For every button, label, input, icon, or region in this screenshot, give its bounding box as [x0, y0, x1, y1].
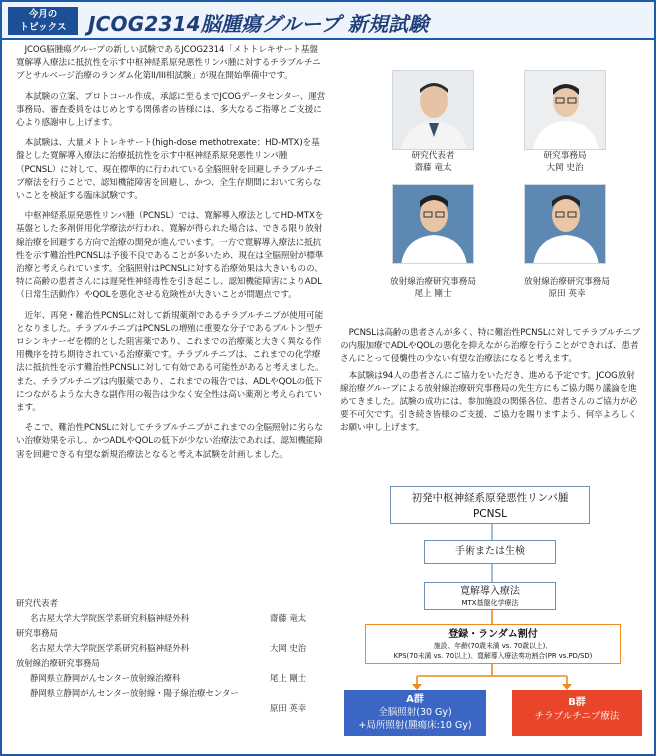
rep-affiliation: 名古屋大学大学院医学系研究科脳神経外科	[30, 613, 190, 623]
rep-row	[16, 611, 326, 626]
photo-caption: 研究代表者 齋藤 竜太	[411, 151, 455, 173]
rad-name-1: 尾上 剛士	[270, 673, 307, 683]
photo-caption: 放射線治療研究事務局 原田 英幸	[524, 277, 610, 299]
rep-name: 齋藤 竜太	[270, 613, 307, 623]
office-row	[16, 641, 326, 656]
paragraph: 中枢神経系原発悪性リンパ腫（PCNSL）では、寛解導入療法としてHD-MTXを基盤とした多剤併用化学療法が行われ、寛解が得られた場合は、できる限り放射線治療を回避する方向で治療の開発が進んでいます。一方で寛解導入療法に抵抗性を示す難治性PCNSLは予後不良であることが多いため、現在は全脳照射が標準治療と考えられています。全脳照射はPCNSLに対する治療効果は大きいものの、特に高齢の患者さんには遅発性神経毒性を引き起こし、認知機能障害によりADL（日常生活動作）やQOLを悪化させる危険性が大きいことが問題点です。	[16, 211, 324, 301]
office-affiliation: 名古屋大学大学院医学系研究科脳神経外科	[30, 643, 190, 653]
portrait-icon	[524, 184, 606, 264]
header	[2, 2, 654, 40]
paragraph: 本試験は94人の患者さんにご協力をいただき、進める予定です。JCOG放射線治療グループによる放射線治療研究事務局の先生方にもご協力賜り議論を進めてきました。試験の成功には、参加施設の関係各位、患者さんのご協力が必要不可欠です。引き続き皆様のご支援、ご協力を賜りますよう、何卒よろしくお願い申し上げます。	[340, 371, 638, 433]
badge-line2: トピックス	[19, 22, 67, 33]
portrait-icon	[392, 184, 474, 264]
flow-step-randomization: 登録・ランダム割付 施設、年齢(70歳未満 vs. 70歳以上)、 KPS(70未満 vs. 70以上)、寛解導入療法奏功割合(PR vs.PD/SD)	[365, 624, 621, 664]
rad-row-2	[16, 701, 326, 716]
rad-name-2: 原田 英幸	[270, 703, 307, 713]
photo-caption: 研究事務局 大岡 史治	[543, 151, 587, 173]
badge-line1: 今月の	[28, 9, 58, 20]
portrait-icon	[392, 70, 474, 150]
paragraph: JCOG脳腫瘍グループの新しい試験であるJCOG2314「メトトレキサート基盤寛解導入療法に抵抗性を示す中枢神経系原発悪性リンパ腫に対するチラブルチニブとサルベージ治療のランダム化第II/III相試験」が現在開始準備中です。	[16, 45, 321, 82]
rep-label: 研究代表者	[16, 598, 58, 608]
paragraph: 本試験の立案、プロトコール作成、承認に至るまでJCOGデータセンター、運営事務局、審査委員をはじめとする関係者の皆様には、多大なるご指導とご支援に心より感謝申し上げます。	[16, 91, 326, 129]
arm-a-box: A群 全脳照射(30 Gy) +局所照射(腫瘍床:10 Gy)	[344, 690, 486, 736]
flow-step-surgery: 手術または生検	[424, 540, 556, 564]
photo-caption: 放射線治療研究事務局 尾上 剛士	[390, 277, 476, 299]
researcher-list	[16, 596, 326, 716]
flow-step-induction: 寛解導入療法 MTX基盤化学療法	[424, 582, 556, 610]
paragraph: そこで、難治性PCNSLに対してチラブルチニブがこれまでの全脳照射に劣らない治療効果を示し、かつADLやQOLの低下が少ない治療法であれば、認知機能障害を回避できる有望な新規治療法となると考え本試験を計画しました。	[16, 423, 323, 460]
topics-badge	[8, 7, 78, 35]
paragraph: 本試験は、大量メトトレキサート(high-dose methotrexate：HD-MTX)を基盤とした寛解導入療法に治療抵抗性を示す中枢神経系原発悪性リンパ腫（PCNSL）に対して、現在標準的に行われている全脳照射を回避しチラブルチニブ療法を行うことで、認知機能障害を回避し、かつ、全生存期間において劣らないことを検証する臨床試験です。	[16, 138, 323, 202]
flow-step-diagnosis: 初発中枢神経系原発悪性リンパ腫 PCNSL	[390, 486, 590, 524]
article-body	[16, 44, 326, 469]
office-name: 大岡 史治	[270, 643, 307, 653]
rad-affiliation-2: 静岡県立静岡がんセンター放射線・陽子線治療センター	[30, 688, 239, 698]
office-label: 研究事務局	[16, 628, 58, 638]
portrait-icon	[524, 70, 606, 150]
page-title: JCOG2314脳腫瘍グループ 新規試験	[88, 12, 429, 36]
arm-b-box: B群 チラブルチニブ療法	[512, 690, 642, 736]
rad-row-1	[16, 671, 326, 686]
rad-affiliation-1: 静岡県立静岡がんセンター放射線治療科	[30, 673, 181, 683]
paragraph: PCNSLは高齢の患者さんが多く、特に難治性PCNSLに対してチラブルチニブの内服加療でADLやQOLの悪化を抑えながら治療を行うことができれば、患者さんにとって侵襲性の少ない有望な治療法になると考えます。	[340, 328, 641, 364]
right-body	[340, 327, 642, 439]
paragraph: 近年、再発・難治性PCNSLに対して新規薬剤であるチラブルチニブが使用可能となりました。チラブルチニブはPCNSLの増殖に重要な分子であるブルトン型チロシンキナーゼを標的とした阻害薬であり、これまでの治療薬と大きく異なる作用機序を持ち期待されている治療薬です。チラブルチニブは、これまでの化学療法に抵抗性を示す難治性PCNSLに対して有効である可能性があると考えました。また、チラブルチニブは内服薬であり、これまでの報告では、ADLやQOLの低下につながるような大きな副作用の報告は少なく安全性は高い薬剤と考えられています。	[16, 310, 324, 414]
rad-label: 放射線治療研究事務局	[16, 658, 100, 668]
